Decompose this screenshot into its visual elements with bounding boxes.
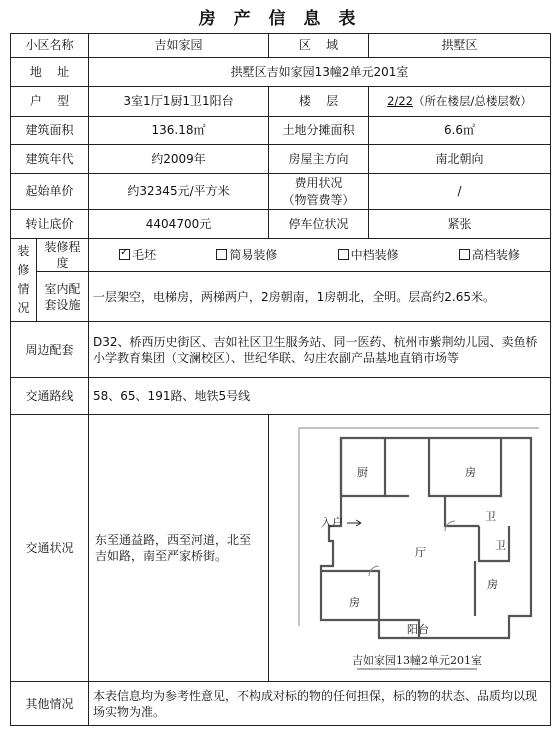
page-title: 房 产 信 息 表	[198, 9, 362, 29]
floorplan-cell	[269, 415, 551, 682]
layout-label: 户 型	[11, 87, 89, 117]
other-value: 本表信息均为参考性意见，不构成对标的物的任何担保，标的物的状态、品质均以现场实物为准。	[89, 682, 551, 726]
option-simple[interactable]: 简易装修	[216, 247, 277, 263]
room-bath-1: 卫	[485, 509, 497, 523]
surroundings-label: 周边配套	[11, 322, 89, 378]
district-value: 拱墅区	[369, 34, 551, 58]
entrance-arrow-icon	[347, 520, 361, 526]
checkbox-checked-icon[interactable]	[119, 249, 130, 260]
year-value: 约2009年	[89, 145, 269, 174]
area-value: 136.18㎡	[89, 117, 269, 145]
community-value: 吉如家园	[89, 34, 269, 58]
facility-label: 室内配 套设施	[37, 272, 89, 322]
transit-value: 58、65、191路、地铁5号线	[89, 378, 551, 415]
checkbox-icon[interactable]	[459, 249, 470, 260]
area-label: 建筑面积	[11, 117, 89, 145]
decoration-group-label: 装 修 情 况	[11, 239, 37, 322]
traffic-label: 交通状况	[11, 415, 89, 682]
floorplan-caption: 吉如家园13幢2单元201室	[352, 653, 483, 667]
district-label: 区 域	[269, 34, 369, 58]
checkbox-icon[interactable]	[216, 249, 227, 260]
land-label: 土地分摊面积	[269, 117, 369, 145]
floor-value-note: （所在楼层/总楼层数）	[412, 93, 532, 108]
room-bath-2: 卫	[495, 538, 507, 552]
fee-value: /	[369, 174, 551, 210]
reserve-price-value: 4404700元	[89, 210, 269, 239]
room-bedroom-sw: 房	[349, 595, 361, 609]
floor-value-link[interactable]: 2/22	[387, 93, 413, 108]
option-rough[interactable]: ✓毛坯	[119, 247, 156, 263]
price-value: 约32345元/平方米	[89, 174, 269, 210]
orientation-label: 房屋主方向	[269, 145, 369, 174]
room-bedroom-ne: 房	[465, 465, 477, 479]
fee-label	[269, 174, 369, 210]
room-bedroom-se: 房	[487, 577, 499, 591]
address-value: 拱墅区吉如家园13幢2单元201室	[89, 58, 551, 87]
option-mid[interactable]: 中档装修	[338, 247, 399, 263]
decoration-level-label: 装修程度	[37, 239, 89, 272]
community-label: 小区名称	[11, 34, 89, 58]
orientation-value: 南北朝向	[369, 145, 551, 174]
fee-label-line1: 费用状况	[294, 176, 343, 191]
transit-label: 交通路线	[11, 378, 89, 415]
surroundings-value: D32、桥西历史街区、吉如社区卫生服务站、同一医药、杭州市紫荆幼儿园、卖鱼桥小学教育集团（文澜校区）、世纪华联、勾庄农副产品基地直销市场等	[89, 322, 551, 378]
traffic-value: 东至通益路，西至河道，北至吉如路，南至严家桥街。	[89, 415, 269, 682]
floorplan-image	[269, 416, 549, 681]
checkbox-icon[interactable]	[338, 249, 349, 260]
option-high[interactable]: 高档装修	[459, 247, 520, 263]
facility-value: 一层架空，电梯房，两梯两户，2房朝南，1房朝北，全明。层高约2.65米。	[89, 272, 551, 322]
room-balcony: 阳台	[407, 622, 430, 636]
address-label: 地 址	[11, 58, 89, 87]
floor-label: 楼 层	[269, 87, 369, 117]
reserve-price-label: 转让底价	[11, 210, 89, 239]
room-living: 厅	[415, 545, 427, 559]
other-label: 其他情况	[11, 682, 89, 726]
fee-label-line2: （物管费等）	[282, 192, 355, 207]
floor-value	[369, 87, 551, 117]
land-value: 6.6㎡	[369, 117, 551, 145]
decoration-level-options	[89, 239, 551, 272]
year-label: 建筑年代	[11, 145, 89, 174]
room-kitchen: 厨	[357, 465, 369, 479]
price-label: 起始单价	[11, 174, 89, 210]
parking-value: 紧张	[369, 210, 551, 239]
property-info-table	[10, 33, 551, 726]
parking-label: 停车位状况	[269, 210, 369, 239]
layout-value: 3室1厅1厨1卫1阳台	[89, 87, 269, 117]
entrance-label: 入户	[321, 515, 344, 529]
